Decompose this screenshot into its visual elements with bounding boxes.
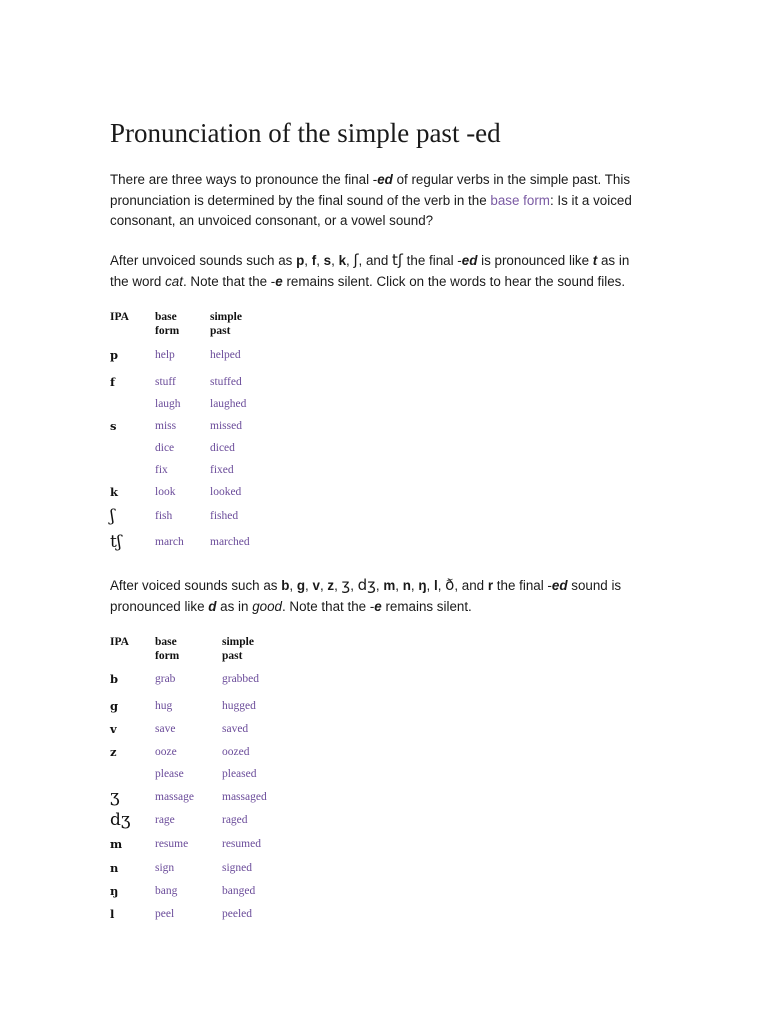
- para-text: as in: [216, 598, 253, 614]
- para-text: sound is pronounced like: [110, 578, 622, 614]
- past-word-link[interactable]: diced: [210, 442, 235, 454]
- simple-past-cell: [210, 437, 290, 459]
- base-word-link[interactable]: peel: [155, 907, 175, 920]
- sound-l: l: [433, 578, 438, 593]
- base-form-cell: [155, 785, 222, 808]
- past-word-link[interactable]: hugged: [222, 699, 256, 712]
- ipa-cell: s: [110, 419, 117, 433]
- base-word-link[interactable]: bang: [155, 884, 178, 897]
- base-form-header: base form: [155, 311, 180, 337]
- past-word-link[interactable]: raged: [222, 814, 248, 826]
- ipa-cell: m: [110, 837, 123, 851]
- simple-past-cell: [222, 717, 302, 740]
- base-form-cell: [155, 481, 210, 503]
- table-row: [110, 338, 290, 371]
- para-text: remains silent.: [381, 598, 472, 614]
- sound-k: k: [338, 253, 347, 268]
- ipa-cell: b: [110, 671, 119, 686]
- past-word-link[interactable]: massaged: [222, 790, 267, 803]
- sound-v: v: [312, 578, 320, 593]
- table-row: [110, 437, 290, 459]
- sound-m: m: [383, 578, 396, 593]
- past-word-link[interactable]: helped: [210, 348, 241, 361]
- simple-past-cell: [210, 528, 290, 556]
- simple-past-cell: [222, 740, 302, 763]
- base-word-link[interactable]: fix: [155, 464, 168, 476]
- para-text: ,: [375, 578, 384, 593]
- para-text: , and: [454, 578, 488, 593]
- ipa-cell: [110, 763, 155, 785]
- past-word-link[interactable]: fixed: [210, 464, 234, 476]
- table-row: [110, 785, 302, 808]
- ipa-cell: n: [110, 860, 119, 875]
- ipa-header: IPA: [110, 636, 129, 648]
- para-text: ,: [331, 253, 339, 268]
- letter-d: d: [208, 598, 217, 614]
- table-row: [110, 879, 302, 902]
- simple-past-cell: [210, 415, 290, 437]
- para-text: After unvoiced sounds such as: [110, 253, 297, 268]
- past-word-link[interactable]: pleased: [222, 768, 257, 780]
- para-text: ,: [426, 578, 434, 593]
- base-word-link[interactable]: grab: [155, 672, 176, 685]
- para-text: ,: [437, 578, 446, 593]
- ipa-cell: [110, 437, 155, 459]
- para-text: ,: [304, 253, 312, 268]
- table-header-row: [110, 310, 290, 338]
- simple-past-cell: [222, 902, 302, 925]
- base-word-link[interactable]: resume: [155, 838, 189, 850]
- base-form-cell: [155, 879, 222, 902]
- table-row: [110, 459, 290, 481]
- para-text: ,: [319, 578, 328, 593]
- ipa-cell: [110, 459, 155, 481]
- simple-past-header: simple past: [222, 636, 254, 662]
- ipa-cell: g: [110, 698, 119, 713]
- simple-past-cell: [222, 832, 302, 856]
- sound-z: z: [327, 578, 335, 593]
- past-word-link[interactable]: resumed: [222, 838, 261, 850]
- simple-past-cell: [210, 481, 290, 503]
- sound-ch: tʃ: [392, 251, 403, 269]
- simple-past-cell: [222, 879, 302, 902]
- sound-f: f: [311, 253, 317, 268]
- base-word-link[interactable]: hug: [155, 699, 173, 712]
- base-word-link[interactable]: dice: [155, 442, 175, 454]
- intro-text: : Is it a voiced consonant, an unvoiced consonant, or a vowel sound?: [110, 192, 632, 228]
- para-text: ,: [410, 578, 419, 593]
- para-text: remains silent. Click on the words to hear the sound files.: [282, 273, 626, 289]
- base-form-cell: [155, 740, 222, 763]
- ipa-cell: dʒ: [110, 810, 131, 830]
- para-text: . Note that the -: [182, 273, 276, 289]
- base-form-cell: [155, 393, 210, 415]
- base-form-cell: [155, 717, 222, 740]
- simple-past-cell: [222, 808, 302, 832]
- para-text: the final -: [493, 578, 552, 593]
- base-form-cell: [155, 663, 222, 694]
- sound-n: n: [402, 578, 411, 593]
- base-form-cell: [155, 503, 210, 528]
- letter-e: e: [374, 598, 382, 614]
- sound-dzh: dʒ: [357, 576, 376, 594]
- past-word-link[interactable]: missed: [210, 420, 242, 432]
- intro-text: There are three ways to pronounce the final -: [110, 172, 378, 187]
- base-form-header: base form: [155, 636, 180, 662]
- base-form-cell: [155, 856, 222, 879]
- past-word-link[interactable]: oozed: [222, 745, 250, 758]
- para-text: , and: [358, 253, 393, 268]
- base-word-link[interactable]: laugh: [155, 398, 181, 410]
- table-row: [110, 832, 302, 856]
- table-row: [110, 902, 302, 925]
- table-row: [110, 740, 302, 763]
- para-text: the final -: [402, 253, 462, 268]
- ed-suffix: ed: [377, 172, 393, 187]
- table-row: [110, 503, 290, 528]
- para-text: ,: [289, 578, 297, 593]
- base-word-link[interactable]: look: [155, 486, 176, 498]
- para-text: . Note that the -: [281, 598, 375, 614]
- para-text: ,: [334, 578, 342, 593]
- simple-past-cell: [222, 785, 302, 808]
- para-text: ,: [316, 253, 324, 268]
- table-row: [110, 663, 302, 694]
- table-row: [110, 856, 302, 879]
- sound-p: p: [296, 253, 305, 268]
- table-row: [110, 481, 290, 503]
- simple-past-cell: [210, 459, 290, 481]
- ipa-cell: k: [110, 485, 118, 499]
- para-text: is pronounced like: [477, 253, 593, 268]
- past-word-link[interactable]: looked: [210, 486, 242, 498]
- ed-suffix: ed: [461, 253, 478, 268]
- para-text: ,: [346, 253, 354, 268]
- base-word-link[interactable]: march: [155, 536, 184, 548]
- base-form-cell: [155, 902, 222, 925]
- base-form-cell: [155, 528, 210, 556]
- voiced-table: [110, 635, 302, 925]
- ipa-cell: [110, 393, 155, 415]
- base-form-cell: [155, 808, 222, 832]
- sound-dh: ð: [445, 576, 455, 594]
- para-text: ,: [350, 578, 358, 593]
- base-word-link[interactable]: help: [155, 348, 175, 361]
- simple-past-cell: [210, 393, 290, 415]
- sound-sh: ʃ: [353, 251, 359, 269]
- sound-g: g: [296, 578, 306, 593]
- simple-past-cell: [210, 503, 290, 528]
- ipa-header: IPA: [110, 311, 129, 323]
- ipa-cell: f: [110, 375, 115, 389]
- base-word-link[interactable]: please: [155, 768, 184, 780]
- para-text: ,: [395, 578, 403, 593]
- simple-past-header: simple past: [210, 311, 242, 337]
- base-word-link[interactable]: stuff: [155, 376, 176, 388]
- base-form-cell: [155, 437, 210, 459]
- base-form-cell: [155, 371, 210, 393]
- letter-t: t: [592, 253, 598, 268]
- base-form-cell: [155, 832, 222, 856]
- table-row: [110, 694, 302, 717]
- base-form-cell: [155, 338, 210, 371]
- simple-past-cell: [222, 856, 302, 879]
- table-row: [110, 371, 290, 393]
- unvoiced-table: [110, 310, 290, 556]
- table-header-row: [110, 635, 302, 663]
- simple-past-cell: [222, 694, 302, 717]
- ipa-cell: ʒ: [110, 786, 120, 807]
- table-row: [110, 415, 290, 437]
- base-form-cell: [155, 459, 210, 481]
- base-form-cell: [155, 415, 210, 437]
- sound-ng: ŋ: [418, 578, 427, 593]
- simple-past-cell: [222, 663, 302, 694]
- table-row: [110, 763, 302, 785]
- simple-past-cell: [210, 338, 290, 371]
- voiced-paragraph: [110, 575, 650, 617]
- letter-e: e: [275, 273, 283, 289]
- base-word-link[interactable]: massage: [155, 790, 194, 803]
- para-text: as in the word: [110, 253, 630, 289]
- ipa-cell: ʃ: [110, 505, 115, 526]
- intro-paragraph: [110, 170, 650, 232]
- past-word-link[interactable]: fished: [210, 509, 239, 522]
- simple-past-cell: [210, 371, 290, 393]
- base-form-link[interactable]: base form: [490, 192, 550, 208]
- sound-b: b: [281, 578, 290, 593]
- sound-zh: ʒ: [341, 576, 351, 594]
- base-word-link[interactable]: save: [155, 722, 176, 735]
- word-good: good: [252, 598, 282, 614]
- ed-suffix: ed: [551, 578, 568, 593]
- intro-text: of regular verbs in the simple past. This pronunciation is determined by the final sound of the verb in the: [110, 172, 631, 208]
- ipa-cell: tʃ: [110, 532, 122, 552]
- ipa-cell: z: [110, 744, 117, 759]
- base-word-link[interactable]: miss: [155, 420, 177, 432]
- table-row: [110, 717, 302, 740]
- past-word-link[interactable]: stuffed: [210, 376, 242, 388]
- para-text: ,: [305, 578, 313, 593]
- base-word-link[interactable]: fish: [155, 509, 173, 522]
- base-form-cell: [155, 763, 222, 785]
- past-word-link[interactable]: saved: [222, 722, 249, 735]
- base-word-link[interactable]: rage: [155, 814, 175, 826]
- past-word-link[interactable]: marched: [210, 536, 250, 548]
- ipa-cell: l: [110, 906, 115, 921]
- page-title: Pronunciation of the simple past -ed: [110, 118, 501, 148]
- base-word-link[interactable]: sign: [155, 861, 175, 874]
- simple-past-cell: [222, 763, 302, 785]
- unvoiced-paragraph: [110, 250, 650, 292]
- past-word-link[interactable]: signed: [222, 861, 253, 874]
- past-word-link[interactable]: grabbed: [222, 672, 260, 685]
- base-word-link[interactable]: ooze: [155, 745, 177, 758]
- base-form-cell: [155, 694, 222, 717]
- ipa-cell: p: [110, 347, 119, 362]
- past-word-link[interactable]: peeled: [222, 907, 253, 920]
- table-row: [110, 393, 290, 415]
- ipa-cell: ŋ: [110, 883, 119, 898]
- table-row: [110, 808, 302, 832]
- past-word-link[interactable]: laughed: [210, 398, 247, 410]
- sound-s: s: [323, 253, 332, 268]
- past-word-link[interactable]: banged: [222, 884, 256, 897]
- table-row: [110, 528, 290, 556]
- sound-r: r: [487, 578, 494, 593]
- para-text: After voiced sounds such as: [110, 578, 282, 593]
- word-cat: cat: [165, 273, 183, 289]
- ipa-cell: v: [110, 721, 117, 736]
